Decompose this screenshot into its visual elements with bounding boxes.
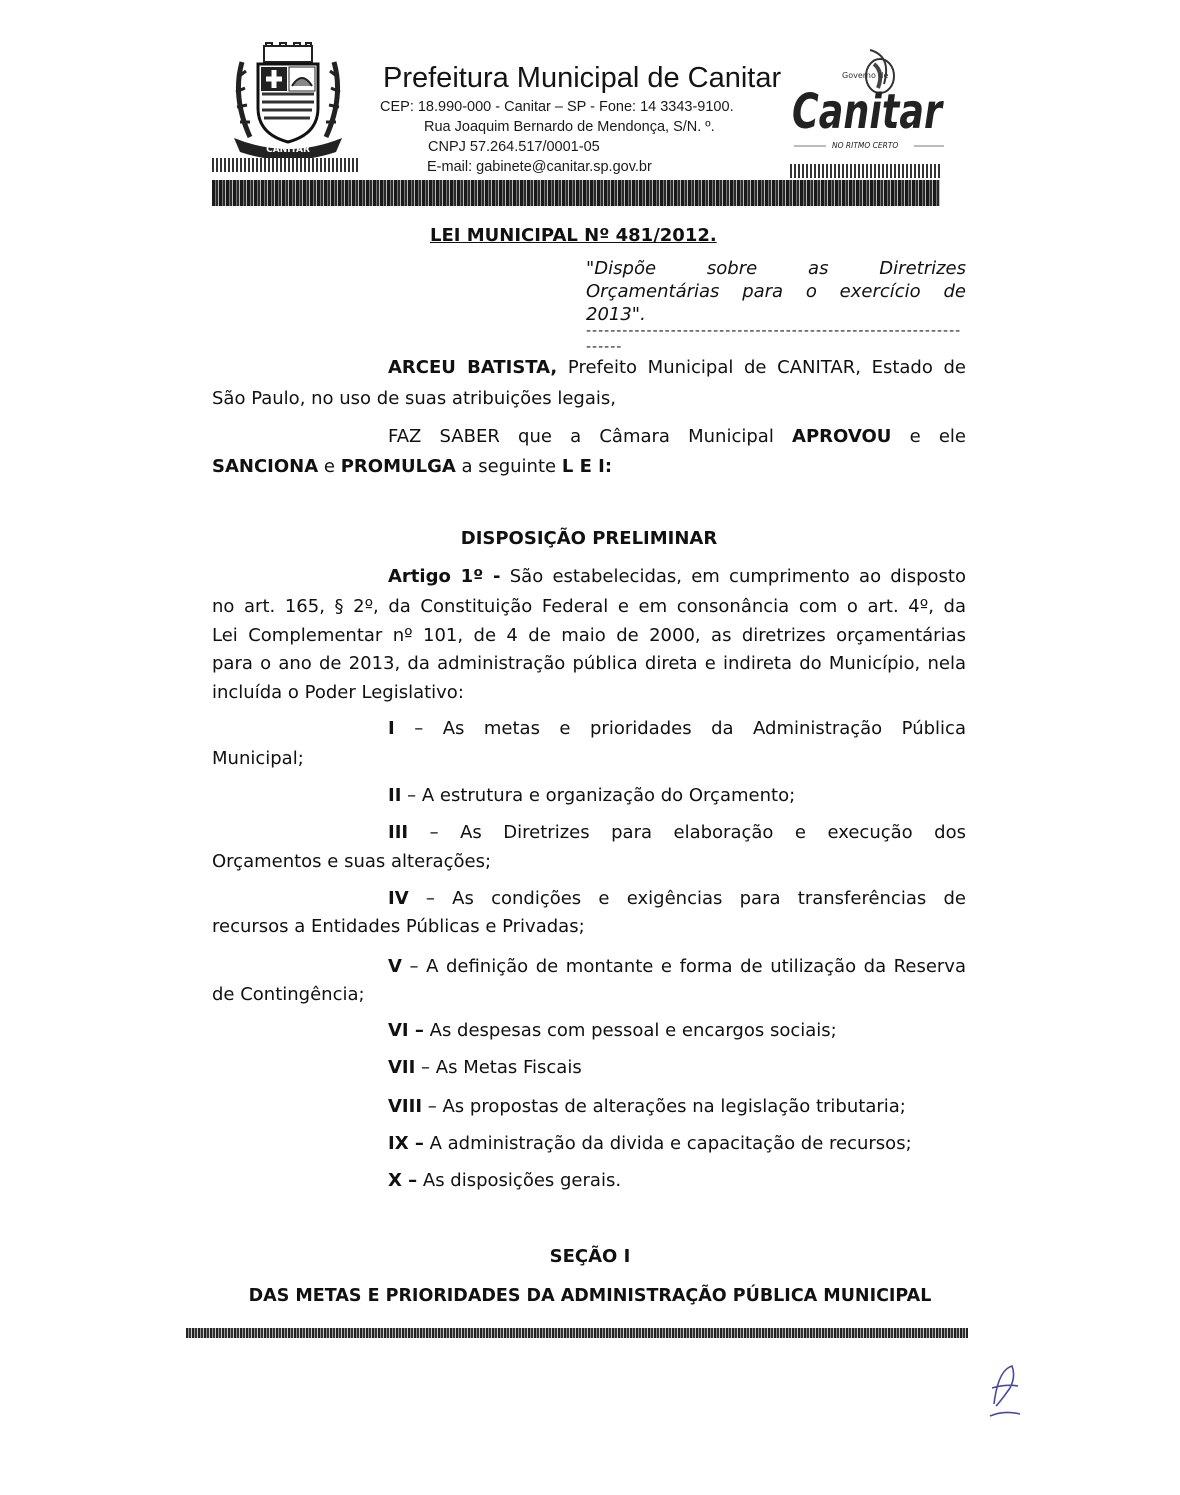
item-vi bbox=[388, 1020, 837, 1042]
ementa-line-3: 2013". bbox=[586, 304, 646, 325]
ementa-line-2: Orçamentárias para o exercício de bbox=[586, 281, 966, 302]
item-viii bbox=[388, 1096, 906, 1118]
item-x bbox=[388, 1170, 621, 1192]
item-ix bbox=[388, 1133, 912, 1155]
intro-line-2: São Paulo, no uso de suas atribuições legais, bbox=[212, 388, 616, 409]
art1-label: Artigo 1º - bbox=[388, 566, 501, 587]
item-iv-cont: recursos a Entidades Públicas e Privadas; bbox=[212, 916, 585, 937]
section-heading: SEÇÃO I bbox=[549, 1246, 631, 1267]
aprovou-text: APROVOU bbox=[792, 426, 892, 447]
item-sep: – bbox=[408, 822, 461, 843]
section-subheading: DAS METAS E PRIORIDADES DA ADMINISTRAÇÃO PÚBLICA MUNICIPAL bbox=[248, 1286, 932, 1306]
item-number: IV bbox=[388, 888, 409, 909]
ementa-rule: -------------------------------------------------------------------- bbox=[586, 323, 962, 355]
art1-line-1 bbox=[388, 566, 966, 588]
intro-line-1-rest: Prefeito Municipal de CANITAR, Estado de bbox=[567, 357, 966, 378]
preliminary-heading: DISPOSIÇÃO PRELIMINAR bbox=[460, 528, 718, 549]
item-ii bbox=[388, 785, 795, 807]
item-v bbox=[388, 956, 966, 978]
letterhead-cnpj: CNPJ 57.264.517/0001-05 bbox=[428, 139, 600, 155]
faz-saber-text: FAZ SABER que a Câmara Municipal bbox=[388, 426, 774, 447]
law-title: LEI MUNICIPAL Nº 481/2012. bbox=[430, 225, 717, 246]
item-number: I bbox=[388, 718, 395, 739]
sanciona-line bbox=[212, 456, 612, 478]
item-iii-cont: Orçamentos e suas alterações; bbox=[212, 851, 492, 872]
item-number: VI – bbox=[388, 1020, 424, 1041]
item-text: As propostas de alterações na legislação tributaria; bbox=[442, 1096, 906, 1117]
item-v-cont: de Contingência; bbox=[212, 984, 365, 1005]
intro-line-1 bbox=[388, 357, 966, 379]
letterhead-cep: CEP: 18.990-000 - Canitar – SP - Fone: 14 3343-9100. bbox=[380, 99, 734, 115]
item-text: As Diretrizes para elaboração e execução dos bbox=[460, 822, 966, 843]
coat-label: CANITAR bbox=[266, 145, 310, 155]
item-number: III bbox=[388, 822, 409, 843]
item-number: X – bbox=[388, 1170, 418, 1191]
item-sep: – bbox=[422, 1096, 443, 1117]
item-number: II bbox=[388, 785, 402, 806]
letterhead-address: Rua Joaquim Bernardo de Mendonça, S/N. º. bbox=[424, 119, 715, 135]
item-text: As disposições gerais. bbox=[422, 1170, 622, 1191]
logo-slogan-text: NO RITMO CERTO bbox=[832, 141, 899, 150]
promulga-text: PROMULGA bbox=[340, 456, 456, 477]
item-i bbox=[388, 718, 966, 740]
item-number: VII bbox=[388, 1057, 416, 1078]
art1-line-3: Lei Complementar nº 101, de 4 de maio de 2000, as diretrizes orçamentárias bbox=[212, 625, 966, 646]
canitar-logo bbox=[790, 50, 950, 160]
mayor-name: ARCEU BATISTA, bbox=[388, 357, 558, 378]
art1-line-5: incluída o Poder Legislativo: bbox=[212, 682, 464, 703]
item-sep: – bbox=[408, 888, 453, 909]
item-text: As condições e exigências para transferências de bbox=[452, 888, 966, 909]
faz-saber-line bbox=[388, 426, 966, 448]
footer-bar bbox=[186, 1328, 968, 1338]
item-number: VIII bbox=[388, 1096, 423, 1117]
letterhead-stripe-right bbox=[790, 164, 940, 178]
item-text: A definição de montante e forma de utilização da Reserva bbox=[426, 956, 966, 977]
item-sep: – bbox=[401, 785, 422, 806]
item-sep: – bbox=[394, 718, 443, 739]
item-text: As Metas Fiscais bbox=[435, 1057, 582, 1078]
item-text: As despesas com pessoal e encargos sociais; bbox=[429, 1020, 837, 1041]
item-text: A estrutura e organização do Orçamento; bbox=[421, 785, 796, 806]
initials-mark bbox=[986, 1358, 1026, 1422]
item-iii bbox=[388, 822, 966, 844]
letterhead-title: Prefeitura Municipal de Canitar bbox=[383, 62, 782, 94]
letterhead-main-bar bbox=[212, 180, 940, 206]
item-vii bbox=[388, 1057, 582, 1079]
letterhead-stripe-left bbox=[212, 158, 360, 172]
art1-line-4: para o ano de 2013, da administração pública direta e indireta do Município, nela bbox=[212, 653, 966, 674]
item-text: As metas e prioridades da Administração Pública bbox=[442, 718, 966, 739]
lei-text: L E I: bbox=[561, 456, 613, 477]
item-number: V bbox=[388, 956, 402, 977]
logo-name-text: Canitar bbox=[792, 84, 945, 140]
ementa-line-1: "Dispõe sobre as Diretrizes bbox=[586, 258, 966, 279]
letterhead-email: E-mail: gabinete@canitar.sp.gov.br bbox=[427, 159, 652, 175]
art1-line-1-rest: São estabelecidas, em cumprimento ao disposto bbox=[509, 566, 966, 587]
item-number: IX – bbox=[388, 1133, 424, 1154]
a-seguinte-text: a seguinte bbox=[461, 456, 557, 477]
item-i-cont: Municipal; bbox=[212, 748, 304, 769]
logo-top-text: Governo de bbox=[842, 71, 889, 80]
item-text: A administração da divida e capacitação de recursos; bbox=[429, 1133, 912, 1154]
e-text: e bbox=[323, 456, 335, 477]
item-sep: – bbox=[401, 956, 427, 977]
art1-line-2: no art. 165, § 2º, da Constituição Federal e em consonância com o art. 4º, da bbox=[212, 596, 966, 617]
item-sep: – bbox=[415, 1057, 436, 1078]
coat-of-arms bbox=[228, 42, 348, 160]
item-iv bbox=[388, 888, 966, 910]
e-ele-text: e ele bbox=[909, 426, 966, 447]
sanciona-text: SANCIONA bbox=[212, 456, 319, 477]
